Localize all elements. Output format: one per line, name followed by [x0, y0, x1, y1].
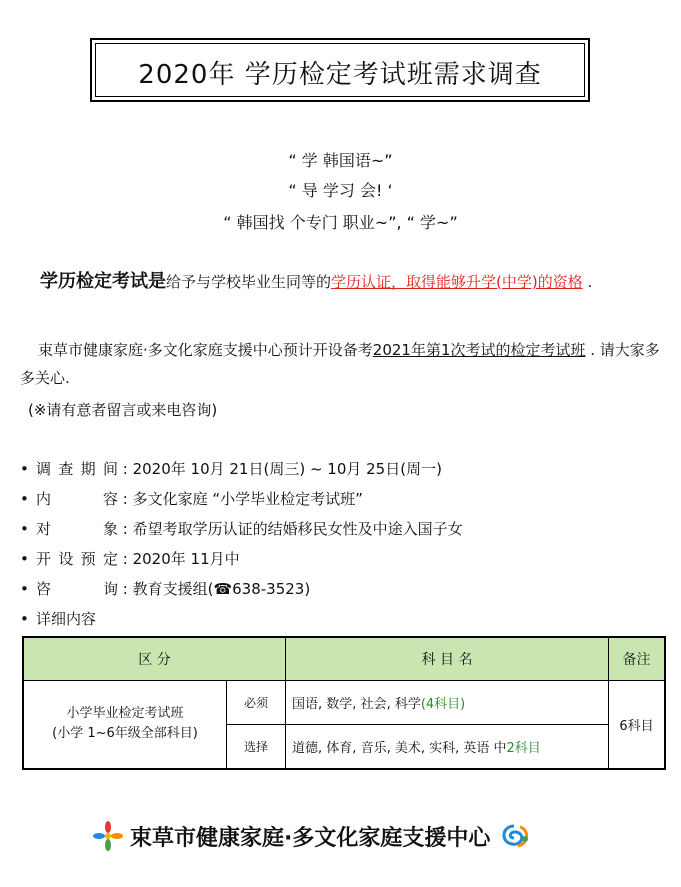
- detail-content: • 内容 : 多文化家庭 “小学毕业检定考试班”: [20, 490, 363, 508]
- swirl-logo-icon: [496, 822, 532, 850]
- qualification-highlight: 学历认证，取得能够升学(中学)的资格: [331, 273, 583, 291]
- header-subjects: 科 目 名: [286, 637, 609, 681]
- required-label: 必须: [227, 681, 286, 725]
- center-paragraph: 束草市健康家庭·多文化家庭支援中心预计开设备考2021年第1次考试的检定考试班 . 请大家多多关心.: [20, 341, 660, 387]
- inquiry-note: (※请有意者留言或来电咨询): [28, 401, 218, 419]
- required-subjects: 国语, 数学, 社会, 科学(4科目): [286, 681, 609, 725]
- exam-term: 学历检定考试是: [40, 271, 166, 292]
- detail-more: • 详细内容: [20, 610, 97, 628]
- title-box: [90, 38, 590, 102]
- remark-cell: 6科目: [609, 681, 665, 769]
- detail-target: • 对象 : 希望考取学历认证的结婚移民女性及中途入国子女: [20, 520, 463, 538]
- slogan-2: “ 导 学习 会! ‘: [288, 181, 393, 200]
- elective-label: 选择: [227, 725, 286, 769]
- center-footer: 束草市健康家庭·多文化家庭支援中心: [92, 820, 532, 852]
- details-list: [20, 454, 660, 634]
- header-category: 区 分: [23, 637, 286, 681]
- detail-schedule: • 开设预定 : 2020年 11月中: [20, 550, 240, 568]
- detail-period: • 调查期间 : 2020年 10月 21日(周三) ~ 10月 25日(周一): [20, 460, 442, 478]
- exam-class-highlight: 2021年第1次考试的检定考试班: [372, 341, 586, 359]
- elective-subjects: 道德, 体育, 音乐, 美术, 实科, 英语 中2科目: [286, 725, 609, 769]
- slogan-1: “ 学 韩国语~”: [288, 151, 393, 170]
- header-remark: 备注: [609, 637, 665, 681]
- class-cell: 小学毕业检定考试班 (小学 1~6年级全部科目): [23, 681, 227, 769]
- slogan-3: “ 韩国找 个专门 职业~”, “ 学~”: [223, 213, 458, 232]
- intro-paragraph: 学历检定考试是给予与学校毕业生同等的学历认证，取得能够升学(中学)的资格 .: [40, 271, 593, 292]
- detail-contact: • 咨询 : 教育支援组(☎638-3523): [20, 580, 311, 598]
- page-title: 2020年 学历检定考试班需求调查: [138, 60, 542, 90]
- center-logo-icon: [92, 820, 124, 852]
- subject-table: [22, 636, 666, 770]
